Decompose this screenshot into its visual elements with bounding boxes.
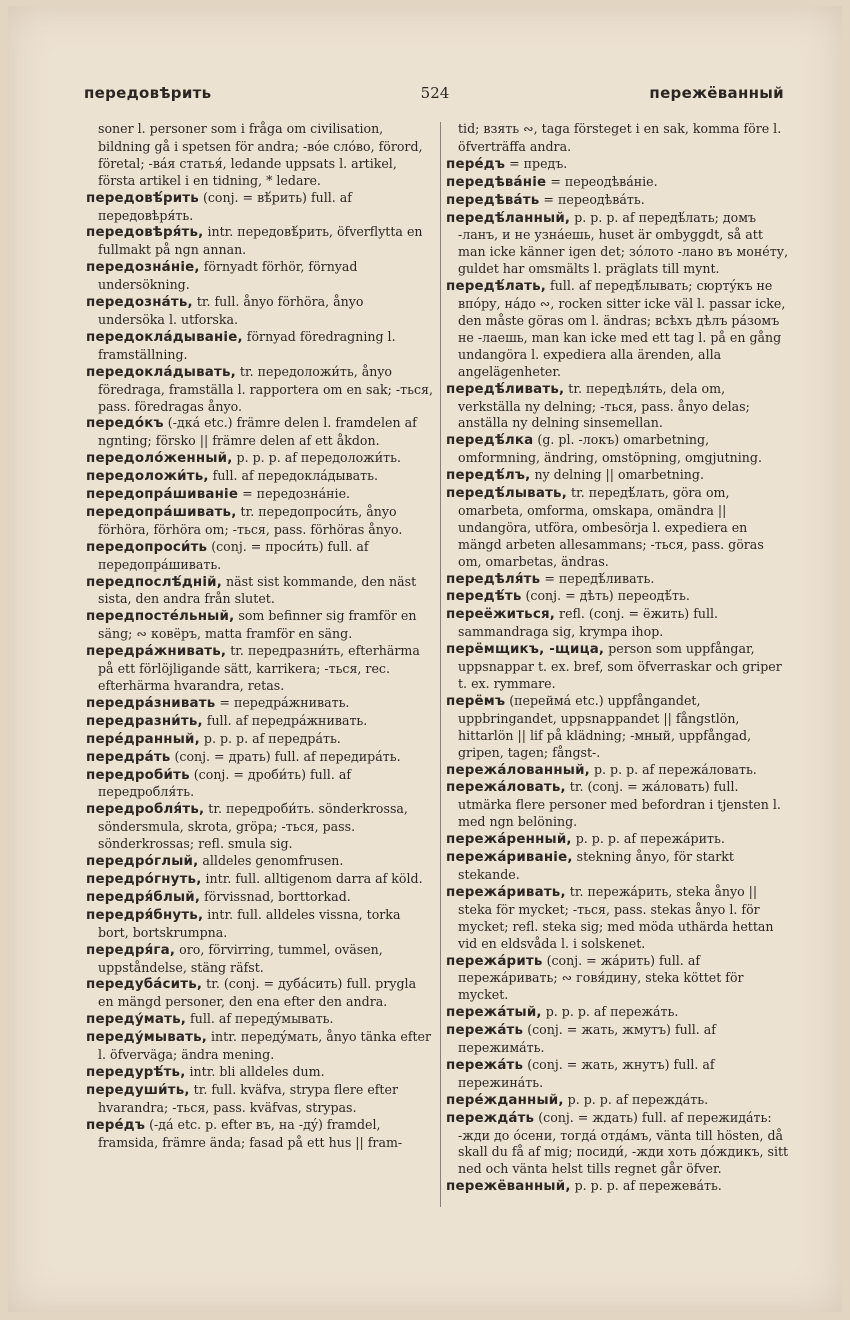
dictionary-entry [446,121,790,156]
dictionary-entry [446,779,790,831]
entry-headword: пережáть [446,1023,524,1039]
dictionary-entry [86,504,434,539]
entry-headword: передробля́ть, [86,802,205,818]
entry-headword: передря́бнуть, [86,907,204,923]
entry-definition: ny delning || omarbetning. [530,467,704,483]
dictionary-entry [446,381,790,433]
entry-definition: som befinner sig framför en säng; ∾ ковёръ, matta framför en säng. [98,608,417,642]
entry-headword: передѣ́ланный, [446,210,571,226]
entry-definition: p. p. p. af пережáловать. [589,761,757,777]
entry-headword: передурѣ́ть, [86,1064,186,1080]
dictionary-entry [86,643,434,695]
dictionary-entry [86,731,434,749]
dictionary-entry [446,485,790,571]
dictionary-entry [86,801,434,853]
entry-headword: пережáлованный, [446,762,590,778]
dictionary-entry [446,571,790,589]
dictionary-entry [86,329,434,364]
entry-definition: (conj. = дроби́ть) full. af передробля́ть. [98,766,352,800]
entry-headword: передубáсить, [86,977,203,993]
dictionary-entry [86,853,434,871]
entry-headword: передпослѣ́дній, [86,574,222,590]
entry-headword: передýмать, [86,1012,187,1028]
entry-headword: передоклáдывать, [86,364,236,380]
entry-headword: передразни́ть, [86,713,203,729]
dictionary-entry [86,259,434,294]
entry-definition: förnyadt förhör, förnyad undersökning. [98,259,358,293]
entry-headword: пережáловать, [446,780,566,796]
entry-definition: tr. передопроси́ть, ånyo förhöra, förhöra om; -ться, pass. förhöras ånyo. [98,503,403,537]
entry-definition: tr. передоложи́ть, ånyo föredraga, framställa l. rapportera om en sak; -ться, pass. föredragas ånyo. [98,363,433,414]
entry-definition: (-дá etc. p. efter въ, на -дý) framdel, framsida, främre ända; fasad på ett hus || fram- [98,1116,403,1150]
entry-headword: передовѣря́ть, [86,225,204,241]
dictionary-entry [86,767,434,802]
entry-headword: передознáніе, [86,260,200,276]
dictionary-entry [86,1082,434,1117]
entry-headword: передѣ́лывать, [446,486,568,502]
dictionary-entry [446,278,790,380]
entry-headword: передрáзнивать [86,695,216,711]
dictionary-entry [446,953,790,1005]
entry-definition: alldeles genomfrusen. [198,853,344,869]
dictionary-entry [446,174,790,192]
entry-definition: p. p. p. af переждáть. [563,1091,709,1107]
entry-headword: передопрáшивать, [86,504,237,520]
entry-headword: пережáтый, [446,1005,542,1021]
entry-definition: = передознáніе. [238,486,351,502]
entry-headword: передѣвáть [446,192,540,208]
entry-headword: пережáрить [446,953,543,969]
entry-definition: (conj. = жать, жнутъ) full. af пережинáть. [458,1056,715,1090]
entry-headword: передѣля́ть [446,571,541,587]
entry-definition: (переймá etc.) uppfångandet, uppbringandet, uppsnappandet || fångstlön, hittarlön || lif på klädning; -мный, uppfångad, gripen, tagen; fångst-. [458,692,752,760]
entry-definition: full. af передýмывать. [186,1011,334,1027]
dictionary-entry [446,884,790,953]
entry-headword: передрáть [86,749,171,765]
entry-definition: näst sist kommande, den näst sista, den andra från slutet. [98,573,417,607]
dictionary-entry [446,192,790,210]
entry-headword: передрóгнуть, [86,871,202,887]
entry-definition: tr. full. kväfva, strypa flere efter hvarandra; -ться, pass. kväfvas, strypas. [98,1081,398,1115]
entry-definition: (conj. = вѣ́рить) full. af передовѣря́ть. [98,189,352,223]
entry-definition: full. af передѣ́лывать; сюртýкъ не впóру, нáдо ∾, rocken sitter icke väl l. passar icke, den måste göras om l. ändras; всѣхъ дѣлъ рáзомъ не -лаешь, man kan icke med ett tag l. på en gång undangöra l. expediera alla ärenden, alla angelägenheter. [458,278,786,379]
dictionary-entry [446,1057,790,1092]
entry-headword: пережáриваніе, [446,850,573,866]
dictionary-entry [86,749,434,767]
dictionary-entry [86,450,434,468]
entry-definition: förvissnad, borttorkad. [200,888,351,904]
dictionary-entry [86,539,434,574]
dictionary-entry [86,713,434,731]
entry-headword: переждáть [446,1110,535,1126]
entry-headword: передѣ́лать, [446,279,547,295]
entry-headword: пережёванный, [446,1179,571,1195]
entry-headword: передѣ́ть [446,589,522,605]
entry-headword: передпостéльный, [86,609,235,625]
entry-definition: (-дкá etc.) främre delen l. framdelen af ngnting; försko || främre delen af ett åkdon. [98,415,417,449]
entry-definition: tr. передроби́ть. sönderkrossa, söndersmula, skrota, gröpa; -ться, pass. sönderkrossas; refl. smula sig. [98,801,408,852]
left-column [86,121,434,1211]
right-column [446,121,790,1211]
dictionary-entry [86,942,434,977]
entry-headword: передоклáдываніе, [86,329,243,345]
entry-headword: передѣ́ливать, [446,381,565,397]
entry-definition: tr. пережáрить, steka ånyo || steka för mycket; -ться, pass. stekas ånyo l. för mycket; refl. steka sig; med möda uthärda hettan vid en eldsvåda l. i solskenet. [458,883,774,951]
entry-headword: передря́блый, [86,889,201,905]
dictionary-entry [86,224,434,259]
right-running-headword: пережёванный [649,84,784,102]
entry-definition: (conj. = жать, жмутъ) full. af пережимáть. [458,1022,716,1056]
entry-definition: (conj. = ждать) full. af пережидáть: -жди до óсени, тогдá отдáмъ, vänta till hösten, då skall du få af mig; посиди́, -жди хоть дóждикъ, sitt ned och vänta helst tills regnet går öfver. [458,1109,789,1177]
dictionary-entry [86,364,434,416]
entry-headword: передопрáшиваніе [86,487,239,503]
dictionary-entry [446,156,790,174]
dictionary-entry [86,871,434,889]
entry-headword: перéдъ [446,156,506,172]
entry-definition: = передѣ́ливать. [540,570,655,586]
entry-definition: (conj. = драть) full. af передирáть. [170,748,401,764]
page-number: 524 [420,84,450,102]
dictionary-entry [446,1092,790,1110]
dictionary-entry [86,889,434,907]
dictionary-entry [446,432,790,467]
entry-headword: передоложи́ть, [86,469,209,485]
dictionary-entry [86,976,434,1011]
entry-headword: передрóглый, [86,854,199,870]
entry-headword: передѣ́лъ, [446,468,531,484]
entry-definition: (g. pl. -локъ) omarbetning, omformning, ändring, omstöpning, omgjutning. [458,432,762,466]
dictionary-entry [86,1064,434,1082]
entry-headword: перéдъ [86,1117,146,1133]
dictionary-entry [446,641,790,693]
entry-headword: перéжданный, [446,1092,564,1108]
entry-definition: soner l. personer som i fråga om civilisation, bildning gå i spetsen för andra; -вóе слóво, förord, företal; -вáя статья́, ledande uppsats l. artikel, första artikel i en tidning, * ledare. [98,121,423,188]
entry-headword: передря́га, [86,942,176,958]
column-divider [440,122,441,1207]
entry-definition: p. p. p. af пережевáть. [570,1178,722,1194]
entry-headword: перёмъ [446,693,506,709]
entry-definition: intr. full. alltigenom darra af köld. [201,870,423,886]
entry-headword: передолóженный, [86,451,233,467]
entry-definition: stekning ånyo, för starkt stekande. [458,849,734,882]
entry-definition: (conj. = проси́ть) full. af передопрáшивать. [98,538,369,572]
dictionary-entry [86,121,434,190]
entry-definition: person som uppfångar, uppsnappar t. ex. bref, som öfverraskar och griper t. ex. rymmare. [458,641,782,691]
entry-definition: intr. full. alldeles vissna, torka bort, bortskrumpna. [98,906,401,940]
entry-definition: (conj. = жáрить) full. af пережáривать; ∾ говя́дину, steka köttet för mycket. [458,952,744,1003]
entry-headword: перёмщикъ, -щица, [446,642,605,658]
entry-definition: tr. передѣля́ть, dela om, verkställa ny delning; -ться, pass. ånyo delas; anställa ny delning sinsemellan. [458,380,750,431]
entry-definition: = переодѣвáть. [539,191,645,207]
entry-headword: передознáть, [86,295,193,311]
entry-definition: p. p. p. af пережáть. [541,1004,679,1020]
entry-headword: переёжиться, [446,607,556,623]
dictionary-entry [446,606,790,641]
left-running-headword: передовѣрить [84,84,212,102]
entry-headword: передопроси́ть [86,539,208,555]
entry-headword: пережáть [446,1057,524,1073]
entry-headword: пережáривать, [446,884,566,900]
entry-headword: передýмывать, [86,1030,208,1046]
dictionary-entry [446,693,790,762]
entry-definition: tr. передразни́ть, efterhärma på ett förlöjligande sätt, karrikera; -ться, rec. efterhärma hvarandra, retas. [98,643,420,693]
dictionary-entry [446,831,790,849]
entry-definition: förnyad föredragning l. framställning. [98,328,396,362]
entry-headword: передовѣ́рить [86,190,199,206]
entry-definition: tr. (conj. = дубáсить) full. prygla en mängd personer, den ena efter den andra. [98,976,417,1010]
entry-definition: intr. bli alldeles dum. [185,1063,325,1079]
entry-definition: p. p. p. af передрáть. [199,730,341,746]
entry-definition: (conj. = дѣть) переодѣ́ть. [521,588,690,604]
dictionary-entry [86,190,434,225]
entry-headword: пережáренный, [446,832,572,848]
entry-definition: p. p. p. af передоложи́ть. [232,450,401,466]
dictionary-entry [86,486,434,504]
dictionary-entry [86,1029,434,1064]
dictionary-entry [446,762,790,780]
entry-definition: tid; взять ∾, taga försteget i en sak, komma före l. öfverträffa andra. [458,121,782,154]
entry-headword: передóкъ [86,416,164,432]
dictionary-entry [446,849,790,884]
dictionary-entry [446,1022,790,1057]
dictionary-entry [86,294,434,329]
entry-headword: передроби́ть [86,767,190,783]
entry-definition: intr. передовѣ́рить, öfverflytta en fullmakt på ngn annan. [98,224,423,258]
dictionary-entry [86,1117,434,1152]
entry-definition: tr. (conj. = жáловать) full. utmärka flere personer med befordran i tjensten l. med ngn belöning. [458,779,781,830]
dictionary-entry [86,468,434,486]
entry-definition: = передрáжнивать. [215,694,350,710]
entry-definition: refl. (conj. = ёжить) full. sammandraga sig, krympa ihop. [458,606,719,640]
dictionary-entry [86,907,434,942]
entry-definition: = предъ. [505,155,568,171]
dictionary-entry [446,1110,790,1179]
entry-headword: перéдранный, [86,731,200,747]
entry-definition: p. p. p. af передѣ́лать; домъ -ланъ, и не узнáешь, huset är ombyggdt, så att man icke känner igen det; зóлото -лано въ монéту, guldet har omsmälts l. präglats till mynt. [458,209,789,277]
dictionary-entry [446,588,790,606]
page-header [0,84,850,108]
entry-definition: intr. передýмать, ånyo tänka efter l. öfverväga; ändra mening. [98,1029,432,1063]
entry-headword: передѣвáніе [446,174,547,190]
dictionary-entry [446,467,790,485]
entry-definition: oro, förvirring, tummel, oväsen, uppståndelse, stäng räfst. [98,941,383,975]
entry-definition: = переодѣвáніе. [546,173,658,189]
entry-headword: передрáжнивать, [86,644,227,660]
entry-definition: full. af передрáжнивать. [202,712,368,728]
entry-definition: tr. full. ånyo förhöra, ånyo undersöka l. utforska. [98,294,364,327]
dictionary-entry [86,1011,434,1029]
dictionary-entry [446,1178,790,1196]
dictionary-entry [86,608,434,643]
entry-headword: передуши́ть, [86,1082,190,1098]
dictionary-entry [446,210,790,279]
dictionary-entry [446,1004,790,1022]
dictionary-entry [86,695,434,713]
entry-headword: передѣ́лка [446,433,534,449]
entry-definition: full. af передоклáдывать. [208,468,378,484]
entry-definition: tr. передѣ́лать, göra om, omarbeta, omforma, omskapa, omändra || undangöra, utföra, ombesörja l. expediera en mängd arbeten allesammans; -ться, pass. göras om, omarbetas, ändras. [458,485,764,569]
dictionary-entry [86,415,434,450]
entry-definition: p. p. p. af пережáрить. [571,831,725,847]
dictionary-entry [86,574,434,609]
